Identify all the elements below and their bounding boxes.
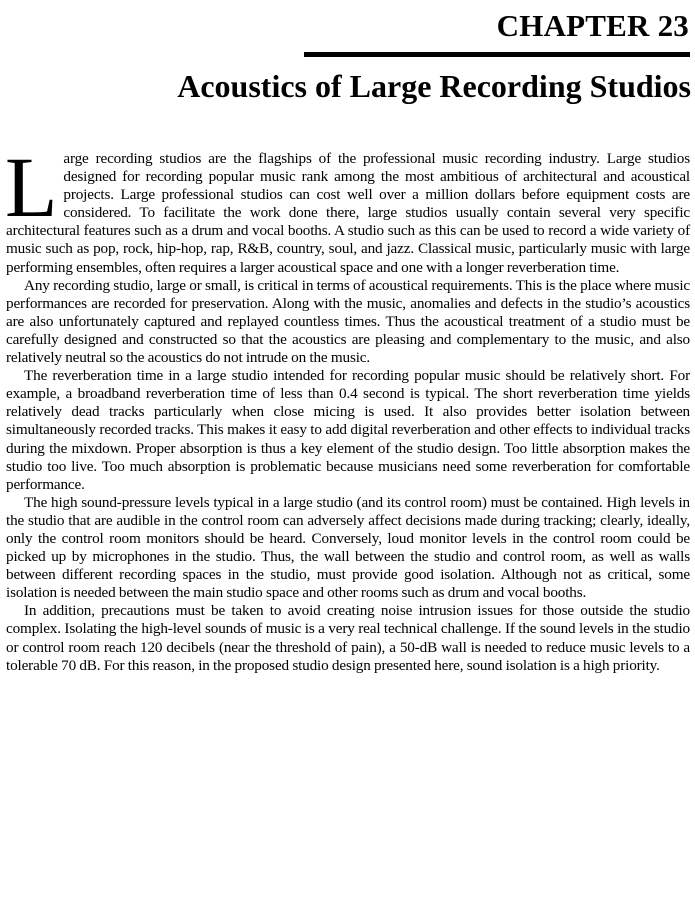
- paragraph-3: The reverberation time in a large studio intended for recording popular music should be relatively short. For example, a broadband reverberation time of less than 0.4 second is typical. The short reverberation time yields relatively dead tracks particularly when close micing is used. It also provides better isolation between simultaneously recorded tracks. This makes it easy to add digital reverberation and other effects to individual tracks during the mixdown. Proper absorption is thus a key element of the studio design. Too little absorption makes the studio too live. Too much absorption is problematic because musicians need some reverberation for comfortable performance.: [6, 367, 690, 493]
- paragraph-1: [5, 139, 690, 277]
- chapter-title: Acoustics of Large Recording Studios: [177, 68, 691, 104]
- paragraph-4: The high sound-pressure levels typical in a large studio (and its control room) must be contained. High levels in the studio that are audible in the control room can adversely affect decisions made during tracking; clearly, ideally, only the control room monitors should be heard. Conversely, loud monitor levels in the control room could be picked up by microphones in the studio. Thus, the wall between the studio and control room, as well as walls between different recording spaces in the studio, must provide good isolation. Although not as critical, some isolation is needed between the main studio space and other rooms such as drum and vocal booths.: [6, 493, 690, 602]
- chapter-body: [5, 139, 690, 675]
- drop-cap-letter: L: [5, 139, 58, 235]
- paragraph-2: Any recording studio, large or small, is critical in terms of acoustical requirements. This is the place where music performances are recorded for preservation. Along with the music, anomalies and defects in the studio’s acoustics are also unfortunately captured and replayed countless times. Thus the acoustical treatment of a studio must be carefully designed and constructed so that the acoustics are pleasing and complementary to the music, and also relatively neutral so the acoustics do not intrude on the music.: [6, 276, 690, 367]
- paragraph-5: In addition, precautions must be taken to avoid creating noise intrusion issues for those outside the studio complex. Isolating the high-level sounds of music is a very real technical challenge. If the sound levels in the studio or control room reach 120 decibels (near the threshold of pain), a 50-dB wall is needed to reduce music levels to a tolerable 70 dB. For this reason, in the proposed studio design presented here, sound isolation is a high priority.: [6, 602, 690, 674]
- paragraph-1-text: arge recording studios are the flagships of the professional music recording industry. Large studios designed for recording popular music rank among the most ambitious of architectural and acoustical projects. Large professional studios can cost well over a million dollars before equipment costs are considered. To facilitate the work done there, large studios usually contain several very specific architectural features such as a drum and vocal booths. A studio such as this can be used to record a wide variety of music such as pop, rock, hip-hop, rap, R&B, country, soul, and jazz. Classical music, particularly music with large performing ensembles, often requires a larger acoustical space and one with a longer reverberation time.: [6, 150, 690, 276]
- chapter-divider-rule: [304, 52, 690, 57]
- chapter-number: CHAPTER 23: [496, 8, 689, 43]
